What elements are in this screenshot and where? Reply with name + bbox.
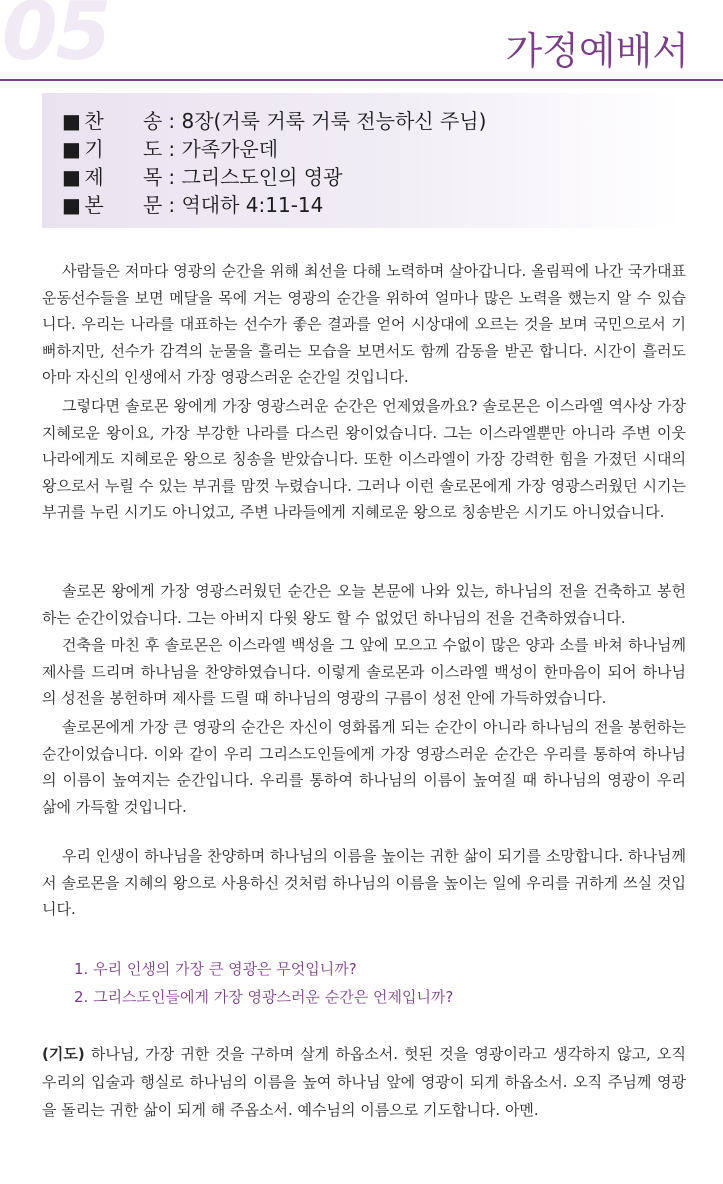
bullet-square-icon: ■ xyxy=(62,109,81,133)
bullet-square-icon: ■ xyxy=(62,165,81,189)
title-rule xyxy=(0,79,723,81)
sermon-paragraph: 솔로몬 왕에게 가장 영광스러웠던 순간은 오늘 본문에 나와 있는, 하나님의 전을 건축하고 봉헌하는 순간이었습니다. 그는 아버지 다윗 왕도 할 수 없었던 하나님의 전을 건축하였습니다. xyxy=(42,582,686,627)
bullet-square-icon: ■ xyxy=(62,137,81,161)
sermon-paragraph: 그렇다면 솔로몬 왕에게 가장 영광스러운 순간은 언제였을까요? 솔로몬은 이스라엘 역사상 가장 지혜로운 왕이요, 가장 부강한 나라를 다스린 왕이었습니다. 그는 이스라엘뿐만 아니라 주변 이웃 나라에게도 지혜로운 왕으로 칭송을 받았습니다. 또한 이스라엘이 가장 강력한 힘을 가졌던 시대의 왕으로서 누릴 수 있는 부귀를 맘껏 누렸습니다. 그러나 이런 솔로몬에게 가장 영광스러웠던 시기는 부귀를 누린 시기도 아니었고, 주변 나라들에게 지혜로운 왕으로 칭송받은 시기도 아니었습니다. xyxy=(42,397,686,521)
prayer-tag: (기도) xyxy=(42,1045,85,1063)
info-row-subject xyxy=(62,163,342,191)
closing-prayer xyxy=(42,1040,686,1124)
info-label: 본 문 xyxy=(84,193,163,217)
info-label: 기 도 xyxy=(84,137,163,161)
info-separator: : xyxy=(168,109,176,133)
sermon-paragraph: 사람들은 저마다 영광의 순간을 위해 최선을 다해 노력하며 살아갑니다. 올림픽에 나간 국가대표 운동선수들을 보면 메달을 목에 거는 영광의 순간을 위하여 얼마나 많은 노력을 했는지 알 수 있습니다. 우리는 나라를 대표하는 선수가 좋은 결과를 얻어 시상대에 오르는 것을 보며 국민으로서 기뻐하지만, 선수가 감격의 눈물을 흘리는 모습을 보면서도 함께 감동을 받곤 합니다. 시간이 흘러도 아마 자신의 인생에서 가장 영광스러운 순간일 것입니다. xyxy=(42,262,686,386)
discussion-question: 2. 그리스도인들에게 가장 영광스러운 순간은 언제입니까? xyxy=(74,988,454,1006)
info-row-scripture xyxy=(62,191,323,219)
sermon-paragraph: 솔로몬에게 가장 큰 영광의 순간은 자신이 영화롭게 되는 순간이 아니라 하나님의 전을 봉헌하는 순간이었습니다. 이와 같이 우리 그리스도인들에게 가장 영광스러운 순간은 우리를 통하여 하나님의 이름이 높여지는 순간입니다. 우리를 통하여 하나님의 이름이 높여질 때 하나님의 영광이 우리 삶에 가득할 것입니다. xyxy=(42,718,686,816)
service-info-box xyxy=(42,93,682,228)
info-value: 8장(거룩 거룩 거룩 전능하신 주님) xyxy=(181,109,487,133)
section-number: 05 xyxy=(2,0,110,78)
info-separator: : xyxy=(168,165,176,189)
discussion-question: 1. 우리 인생의 가장 큰 영광은 무엇입니까? xyxy=(74,960,357,978)
sermon-paragraph: 우리 인생이 하나님을 찬양하며 하나님의 이름을 높이는 귀한 삶이 되기를 소망합니다. 하나님께서 솔로몬을 지혜의 왕으로 사용하신 것처럼 하나님의 이름을 높이는 일에 우리를 귀하게 쓰실 것입니다. xyxy=(42,847,686,918)
bullet-square-icon: ■ xyxy=(62,193,81,217)
info-row-prayer xyxy=(62,135,278,163)
info-value: 가족가운데 xyxy=(181,137,279,161)
info-row-hymn xyxy=(62,107,486,135)
info-value: 그리스도인의 영광 xyxy=(181,165,343,189)
info-separator: : xyxy=(168,193,176,217)
page-title: 가정예배서 xyxy=(505,29,689,73)
info-label: 찬 송 xyxy=(84,109,163,133)
prayer-text: 하나님, 가장 귀한 것을 구하며 살게 하옵소서. 헛된 것을 영광이라고 생각하지 않고, 오직 우리의 입술과 행실로 하나님의 이름을 높여 하나님 앞에 영광이 되게 하옵소서. 오직 주님께 영광을 돌리는 귀한 삶이 되게 해 주옵소서. 예수님의 이름으로 기도합니다. 아멘. xyxy=(42,1045,686,1119)
info-value: 역대하 4:11-14 xyxy=(181,193,324,217)
info-label: 제 목 xyxy=(84,165,163,189)
sermon-paragraph: 건축을 마친 후 솔로몬은 이스라엘 백성을 그 앞에 모으고 수없이 많은 양과 소를 바쳐 하나님께 제사를 드리며 하나님을 찬양하였습니다. 이렇게 솔로몬과 이스라엘 백성이 한마음이 되어 하나님의 성전을 봉헌하며 제사를 드릴 때 하나님의 영광의 구름이 성전 안에 가득하였습니다. xyxy=(42,636,686,707)
info-separator: : xyxy=(168,137,176,161)
